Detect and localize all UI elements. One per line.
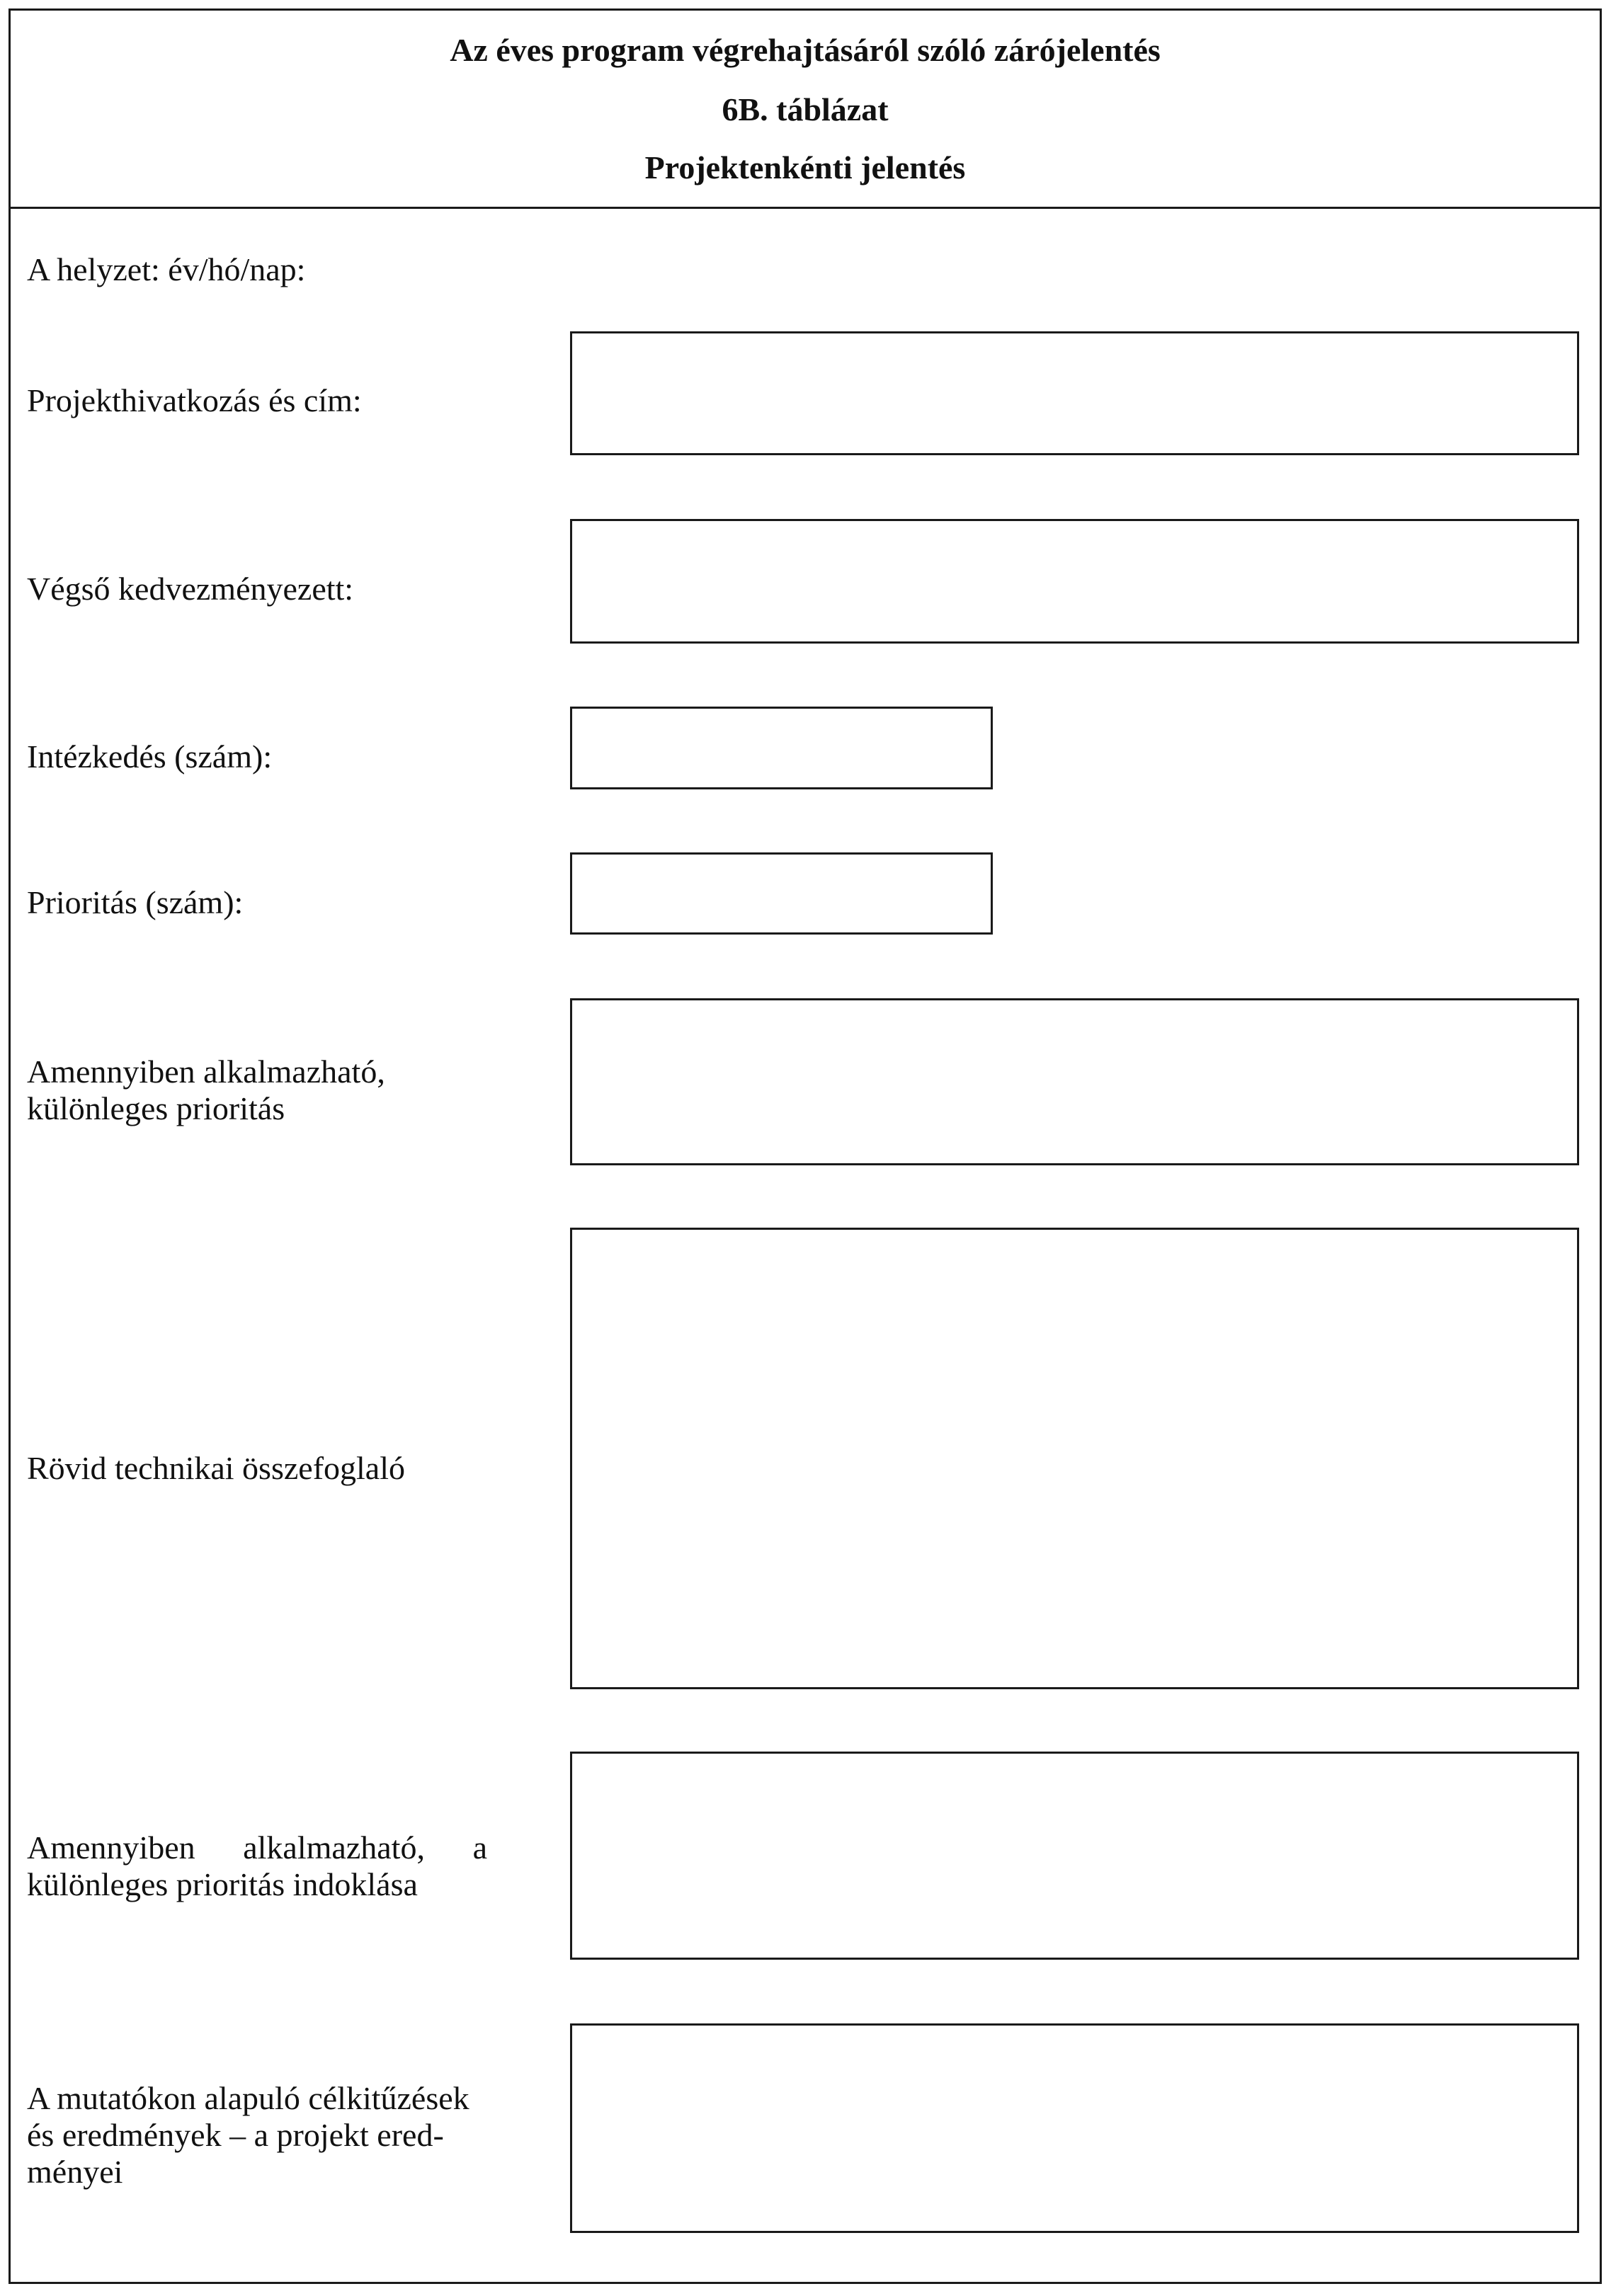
priority-field[interactable]	[570, 852, 993, 935]
project-reference-field[interactable]	[570, 331, 1579, 455]
date-label: A helyzet: év/hó/nap:	[27, 251, 306, 287]
justification-label: Amennyiben alkalmazható, a különleges prioritás indoklása	[27, 1829, 487, 1902]
form-title: Az éves program végrehajtásáról szóló zárójelentés	[450, 32, 1161, 68]
form-subtitle: Projektenkénti jelentés	[644, 149, 966, 185]
table-label: 6B. táblázat	[722, 91, 889, 127]
measure-field[interactable]	[570, 707, 993, 789]
results-label: A mutatókon alapuló célkitűzések és eredmények – a projekt ered- ményei	[27, 2080, 469, 2190]
results-field[interactable]	[570, 2023, 1579, 2233]
measure-label: Intézkedés (szám):	[27, 738, 273, 775]
justification-field[interactable]	[570, 1752, 1579, 1960]
special-priority-label: Amennyiben alkalmazható, különleges prioritás	[27, 1053, 385, 1126]
special-priority-field[interactable]	[570, 998, 1579, 1165]
technical-summary-field[interactable]	[570, 1228, 1579, 1689]
final-beneficiary-label: Végső kedvezményezett:	[27, 571, 354, 607]
final-beneficiary-field[interactable]	[570, 519, 1579, 644]
priority-label: Prioritás (szám):	[27, 884, 244, 920]
form-header	[8, 8, 1602, 209]
project-reference-label: Projekthivatkozás és cím:	[27, 382, 362, 418]
technical-summary-label: Rövid technikai összefoglaló	[27, 1450, 405, 1486]
